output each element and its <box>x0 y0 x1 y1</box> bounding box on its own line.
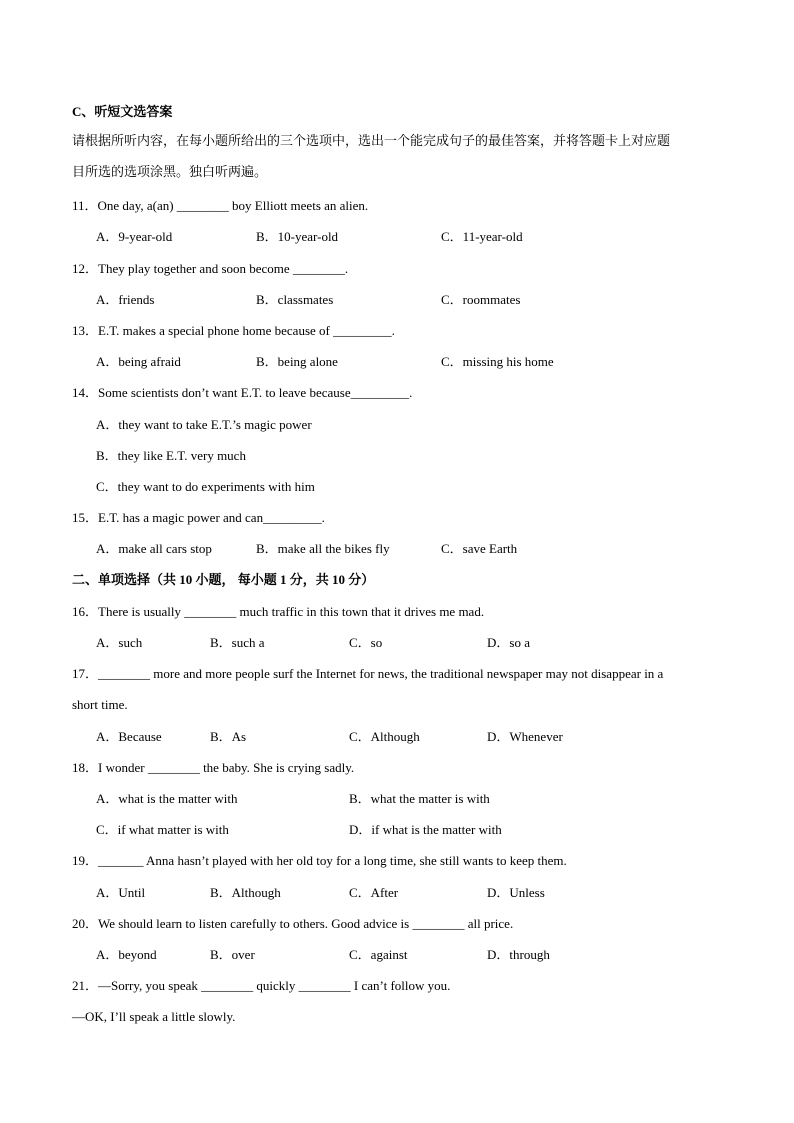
question-stem: 15．E.T. has a magic power and can_________. <box>72 510 325 525</box>
question-stem: 19．_______ Anna hasn’t played with her old toy for a long time, she still wants to keep them. <box>72 853 567 868</box>
option-d: D．if what is the matter with <box>349 822 502 837</box>
option-d: D．Whenever <box>487 729 563 744</box>
option-b: B．Although <box>210 885 281 900</box>
option-c: C．save Earth <box>441 541 518 556</box>
section-c-title: C、听短文选答案 <box>72 104 173 119</box>
question-stem: 20．We should learn to listen carefully to others. Good advice is ________ all price. <box>72 916 514 931</box>
option-a: A．being afraid <box>96 354 181 369</box>
option-b: B．being alone <box>256 354 338 369</box>
option-a: A．they want to take E.T.’s magic power <box>96 417 312 432</box>
question-stem: 13．E.T. makes a special phone home because of _________. <box>72 323 395 338</box>
section-c-instruction: 请根据所听内容，在每小题所给出的三个选项中，选出一个能完成句子的最佳答案，并将答题卡上对应题 <box>72 133 671 148</box>
option-a: A．friends <box>96 292 155 307</box>
option-b: B．As <box>210 729 247 744</box>
question-stem: 16．There is usually ________ much traffic in this town that it drives me mad. <box>72 604 485 619</box>
question-stem: 21．—Sorry, you speak ________ quickly ________ I can’t follow you. <box>72 978 451 993</box>
option-b: B．10-year-old <box>256 229 339 244</box>
option-c: C．missing his home <box>441 354 554 369</box>
option-c: C．roommates <box>441 292 521 307</box>
option-b: B．they like E.T. very much <box>96 448 246 463</box>
section-c-instruction: 目所选的选项涂黑。独白听两遍。 <box>72 164 268 179</box>
option-c: C．After <box>349 885 399 900</box>
option-a: A．beyond <box>96 947 157 962</box>
option-d: D．so a <box>487 635 530 650</box>
question-stem: 14．Some scientists don’t want E.T. to leave because_________. <box>72 385 413 400</box>
option-c: C．if what matter is with <box>96 822 229 837</box>
option-a: A．9-year-old <box>96 229 173 244</box>
question-stem: 18．I wonder ________ the baby. She is crying sadly. <box>72 760 355 775</box>
option-a: A．make all cars stop <box>96 541 212 556</box>
option-d: D．Unless <box>487 885 545 900</box>
option-b: B．what the matter is with <box>349 791 490 806</box>
option-b: B．make all the bikes fly <box>256 541 390 556</box>
section-2-title: 二、单项选择（共 10 小题， 每小题 1 分，共 10 分） <box>72 572 375 587</box>
option-c: C．against <box>349 947 408 962</box>
option-a: A．what is the matter with <box>96 791 238 806</box>
option-c: C．11-year-old <box>441 229 523 244</box>
option-a: A．Because <box>96 729 162 744</box>
question-stem-continued: short time. <box>72 697 128 712</box>
option-a: A．Until <box>96 885 146 900</box>
option-c: C．they want to do experiments with him <box>96 479 315 494</box>
option-b: B．classmates <box>256 292 334 307</box>
option-a: A．such <box>96 635 143 650</box>
option-b: B．over <box>210 947 255 962</box>
option-d: D．through <box>487 947 550 962</box>
option-c: C．so <box>349 635 383 650</box>
question-stem: 12．They play together and soon become ________. <box>72 261 349 276</box>
question-stem: 11．One day, a(an) ________ boy Elliott meets an alien. <box>72 198 369 213</box>
option-c: C．Although <box>349 729 420 744</box>
dialogue-reply: —OK, I’ll speak a little slowly. <box>72 1009 236 1024</box>
option-b: B．such a <box>210 635 265 650</box>
question-stem: 17．________ more and more people surf the Internet for news, the traditional newspaper may not disappear in a <box>72 666 664 681</box>
